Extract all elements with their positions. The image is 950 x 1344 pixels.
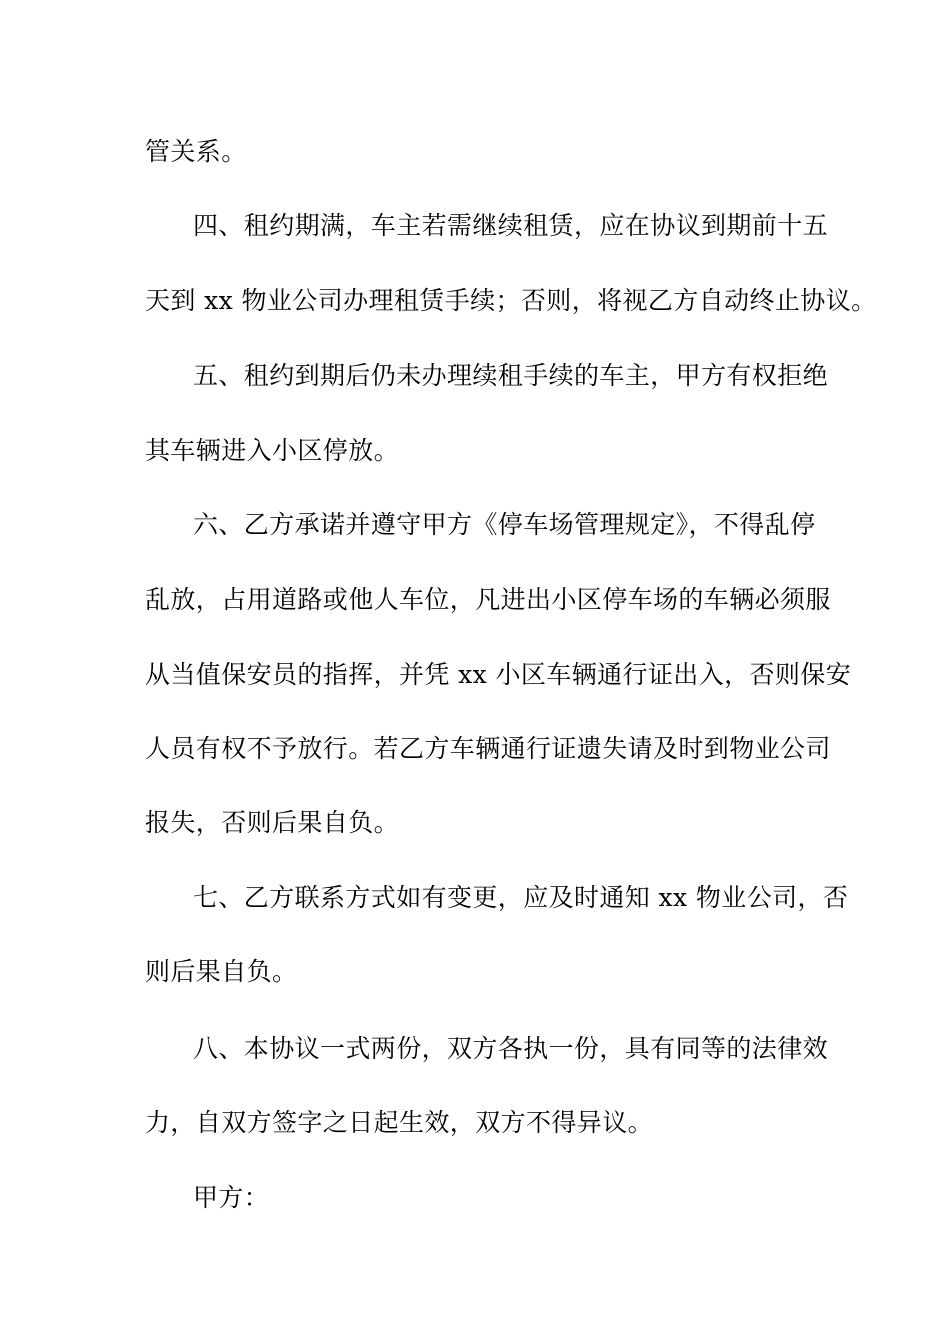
paragraph-4-line-1: 四、租约期满，车主若需继续租赁，应在协议到期前十五 (193, 211, 829, 240)
paragraph-7-line-1: 七、乙方联系方式如有变更，应及时通知 xx 物业公司，否 (193, 883, 849, 912)
paragraph-5-line-2: 其车辆进入小区停放。 (145, 436, 400, 465)
paragraph-5-line-1: 五、租约到期后仍未办理续租手续的车主，甲方有权拒绝 (193, 361, 829, 390)
paragraph-7-line-2: 则后果自负。 (145, 957, 298, 986)
paragraph-6-line-2: 乱放，占用道路或他人车位，凡进出小区停车场的车辆必须服 (145, 585, 831, 614)
paragraph-6-line-5: 报失，否则后果自负。 (145, 808, 400, 837)
paragraph-8-line-2: 力，自双方签字之日起生效，双方不得异议。 (145, 1108, 654, 1137)
paragraph-6-line-4: 人员有权不予放行。若乙方车辆通行证遗失请及时到物业公司 (145, 734, 831, 763)
text-line: 管关系。 (145, 137, 247, 166)
paragraph-6-line-3: 从当值保安员的指挥，并凭 xx 小区车辆通行证出入，否则保安 (145, 660, 852, 689)
party-a-label: 甲方： (193, 1183, 270, 1212)
paragraph-4-line-2: 天到 xx 物业公司办理租赁手续；否则，将视乙方自动终止协议。 (145, 286, 877, 315)
paragraph-8-line-1: 八、本协议一式两份，双方各执一份，具有同等的法律效 (193, 1034, 829, 1063)
paragraph-6-line-1: 六、乙方承诺并遵守甲方《停车场管理规定》，不得乱停 (193, 510, 816, 539)
